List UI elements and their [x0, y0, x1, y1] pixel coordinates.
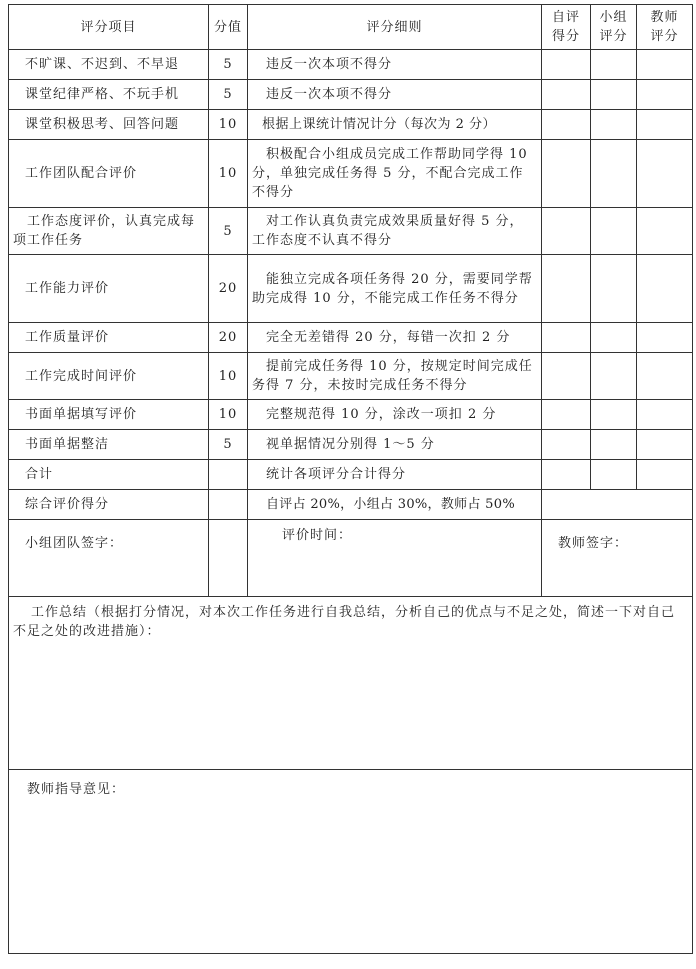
header-rules: 评分细则: [248, 5, 542, 50]
row-item: 书面单据整洁: [9, 430, 209, 460]
group-score-cell[interactable]: [591, 255, 637, 323]
row-rule: 提前完成任务得 10 分，按规定时间完成任务得 7 分，未按时完成任务不得分: [248, 353, 542, 400]
header-row: [9, 5, 693, 50]
teacher-comment-row: [9, 770, 693, 954]
table-row: [9, 140, 693, 208]
header-self-score: [542, 5, 591, 50]
self-score-cell[interactable]: [542, 50, 591, 80]
row-rule: 对工作认真负责完成效果质量好得 5 分，工作态度不认真不得分: [248, 208, 542, 255]
self-score-cell[interactable]: [542, 80, 591, 110]
teacher-score-cell[interactable]: [637, 353, 693, 400]
row-item: 工作质量评价: [9, 323, 209, 353]
table-row: [9, 80, 693, 110]
total-row: [9, 460, 693, 490]
group-total-cell[interactable]: [591, 460, 637, 490]
row-rule: 能独立完成各项任务得 20 分，需要同学帮助完成得 10 分，不能完成工作任务不得分: [248, 255, 542, 323]
total-label: 合计: [9, 460, 209, 490]
row-item: 书面单据填写评价: [9, 400, 209, 430]
teacher-score-cell[interactable]: [637, 400, 693, 430]
teacher-score-cell[interactable]: [637, 80, 693, 110]
row-score: 5: [209, 50, 248, 80]
teacher-score-cell[interactable]: [637, 140, 693, 208]
self-total-cell[interactable]: [542, 460, 591, 490]
teacher-score-cell[interactable]: [637, 323, 693, 353]
signature-spacer: [209, 520, 248, 597]
header-self-line2: 得分: [551, 29, 580, 44]
self-score-cell[interactable]: [542, 208, 591, 255]
header-group-line2: 评分: [599, 29, 628, 44]
teacher-score-cell[interactable]: [637, 110, 693, 140]
header-teacher-line1: 教师: [650, 10, 679, 25]
table-row: [9, 323, 693, 353]
header-teacher-line2: 评分: [650, 29, 679, 44]
total-rule: 统计各项评分合计得分: [248, 460, 542, 490]
row-rule: 视单据情况分别得 1～5 分: [248, 430, 542, 460]
header-group-score: [591, 5, 637, 50]
row-item: 课堂积极思考、回答问题: [9, 110, 209, 140]
teacher-score-cell[interactable]: [637, 255, 693, 323]
row-item: 工作态度评价，认真完成每项工作任务: [9, 208, 209, 255]
overall-score-cell: [209, 490, 248, 520]
group-signature-label: 小组团队签字：: [9, 520, 209, 597]
evaluation-time-label: 评价时间：: [248, 520, 542, 597]
header-group-line1: 小组: [599, 10, 628, 25]
row-rule: 完整规范得 10 分，涂改一项扣 2 分: [248, 400, 542, 430]
row-score: 10: [209, 400, 248, 430]
group-score-cell[interactable]: [591, 323, 637, 353]
group-score-cell[interactable]: [591, 80, 637, 110]
group-score-cell[interactable]: [591, 140, 637, 208]
row-rule: 违反一次本项不得分: [248, 50, 542, 80]
self-score-cell[interactable]: [542, 400, 591, 430]
row-score: 5: [209, 430, 248, 460]
row-item: 课堂纪律严格、不玩手机: [9, 80, 209, 110]
overall-label: 综合评价得分: [9, 490, 209, 520]
header-item: 评分项目: [9, 5, 209, 50]
teacher-total-cell[interactable]: [637, 460, 693, 490]
table-row: [9, 208, 693, 255]
row-score: 20: [209, 255, 248, 323]
table-row: [9, 353, 693, 400]
teacher-score-cell[interactable]: [637, 50, 693, 80]
row-score: 10: [209, 353, 248, 400]
row-rule: 根据上课统计情况计分（每次为 2 分）: [248, 110, 542, 140]
table-row: [9, 50, 693, 80]
row-score: 20: [209, 323, 248, 353]
row-item: 工作团队配合评价: [9, 140, 209, 208]
group-score-cell[interactable]: [591, 50, 637, 80]
header-score: 分值: [209, 5, 248, 50]
row-rule: 积极配合小组成员完成工作帮助同学得 10 分，单独完成任务得 5 分，不配合完成工作不得分: [248, 140, 542, 208]
teacher-score-cell[interactable]: [637, 208, 693, 255]
group-score-cell[interactable]: [591, 400, 637, 430]
self-score-cell[interactable]: [542, 353, 591, 400]
overall-result-cell[interactable]: [542, 490, 693, 520]
self-score-cell[interactable]: [542, 140, 591, 208]
row-score: 5: [209, 80, 248, 110]
overall-row: [9, 490, 693, 520]
table-row: [9, 255, 693, 323]
summary-row: [9, 597, 693, 770]
self-score-cell[interactable]: [542, 323, 591, 353]
overall-rule: 自评占 20%，小组占 30%，教师占 50%: [248, 490, 542, 520]
work-summary[interactable]: 工作总结（根据打分情况，对本次工作任务进行自我总结，分析自己的优点与不足之处，简述一下对自己不足之处的改进措施）：: [9, 597, 693, 770]
total-score: [209, 460, 248, 490]
self-score-cell[interactable]: [542, 110, 591, 140]
group-score-cell[interactable]: [591, 208, 637, 255]
row-score: 5: [209, 208, 248, 255]
self-score-cell[interactable]: [542, 430, 591, 460]
row-score: 10: [209, 140, 248, 208]
signature-row: [9, 520, 693, 597]
table-row: [9, 430, 693, 460]
self-score-cell[interactable]: [542, 255, 591, 323]
group-score-cell[interactable]: [591, 430, 637, 460]
header-teacher-score: [637, 5, 693, 50]
row-item: 工作能力评价: [9, 255, 209, 323]
teacher-comment[interactable]: 教师指导意见：: [9, 770, 693, 954]
row-rule: 违反一次本项不得分: [248, 80, 542, 110]
row-item: 工作完成时间评价: [9, 353, 209, 400]
table-row: [9, 400, 693, 430]
row-item: 不旷课、不迟到、不早退: [9, 50, 209, 80]
group-score-cell[interactable]: [591, 353, 637, 400]
group-score-cell[interactable]: [591, 110, 637, 140]
header-self-line1: 自评: [551, 10, 580, 25]
teacher-signature-label: 教师签字：: [542, 520, 693, 597]
evaluation-table: [8, 4, 693, 954]
teacher-score-cell[interactable]: [637, 430, 693, 460]
row-rule: 完全无差错得 20 分，每错一次扣 2 分: [248, 323, 542, 353]
table-row: [9, 110, 693, 140]
row-score: 10: [209, 110, 248, 140]
